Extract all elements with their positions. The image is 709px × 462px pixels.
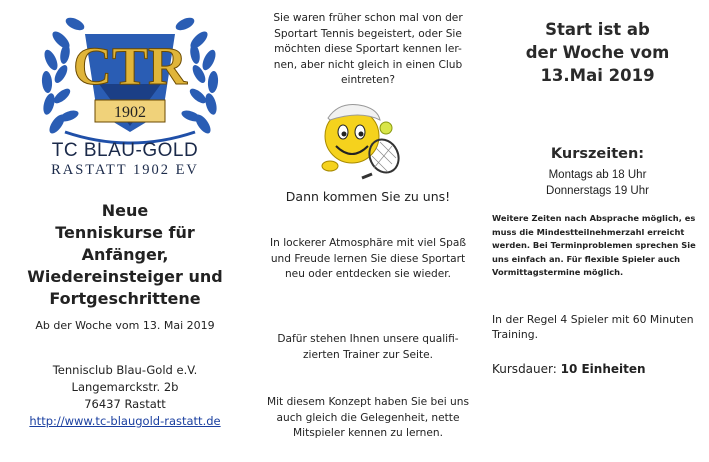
- intro-line: Sie waren früher schon mal von der: [273, 12, 463, 24]
- logo-monogram: CTR: [72, 36, 188, 96]
- concept-line: Mitspieler kennen zu lernen.: [292, 427, 443, 439]
- club-name: TC BLAU-GOLD: [51, 140, 199, 161]
- address-line: 76437 Rastatt: [84, 397, 166, 411]
- intro-line: möchten diese Sportart kennen ler-: [274, 43, 462, 55]
- concept-paragraph: [250, 395, 486, 442]
- note-line: Weitere Zeiten nach Absprache möglich, es: [492, 213, 696, 223]
- group-line: Training.: [492, 328, 539, 341]
- note-line: werden. Bei Terminproblemen sprechen Sie: [492, 240, 696, 250]
- intro-line: eintreten?: [341, 74, 395, 86]
- headline-line: Neue: [101, 201, 149, 220]
- tennis-smiley-icon: [300, 96, 410, 180]
- start-line: der Woche vom: [525, 43, 670, 62]
- headline-line: Tenniskurse für: [55, 223, 195, 242]
- headline-line: Anfänger,: [81, 245, 169, 264]
- atmosphere-line: neu oder entdecken sie wieder.: [284, 268, 452, 280]
- concept-line: auch gleich die Gelegenheit, nette: [276, 411, 460, 424]
- schedule-note: [492, 212, 704, 280]
- intro-line: Sportart Tennis begeistert, oder Sie: [274, 27, 462, 40]
- kurszeiten-times: [486, 167, 709, 199]
- trainers-line: zierten Trainer zur Seite.: [302, 348, 433, 361]
- concept-line: Mit diesem Konzept haben Sie bei uns: [266, 396, 470, 408]
- left-column: [0, 0, 250, 462]
- atmosphere-line: In lockerer Atmosphäre mit viel Spaß: [269, 237, 466, 249]
- atmosphere-paragraph: [250, 236, 486, 283]
- headline-line: Fortgeschrittene: [49, 289, 201, 308]
- start-line: Start ist ab: [545, 20, 650, 39]
- duration-label: Kursdauer:: [492, 362, 561, 376]
- intro-line: nen, aber nicht gleich in einen Club: [273, 58, 463, 71]
- headline-subtitle: Ab der Woche vom 13. Mai 2019: [35, 319, 215, 332]
- middle-column: [250, 0, 486, 462]
- trainers-paragraph: [250, 332, 486, 363]
- right-column: [486, 0, 709, 462]
- duration-value: 10 Einheiten: [560, 362, 646, 376]
- time-line: Donnerstags 19 Uhr: [546, 185, 649, 197]
- note-line: Vormittagstermine möglich.: [492, 267, 624, 277]
- start-date: [486, 18, 709, 87]
- club-subtitle: RASTATT 1902 EV: [51, 162, 199, 178]
- group-size-text: [492, 312, 704, 342]
- time-line: Montags ab 18 Uhr: [548, 169, 647, 181]
- group-line: In der Regel 4 Spieler mit 60 Minuten: [492, 313, 694, 326]
- headline-line: Wiedereinsteiger und: [27, 267, 223, 286]
- headline: [0, 200, 250, 310]
- club-logo: [35, 4, 225, 154]
- start-line: 13.Mai 2019: [540, 66, 655, 85]
- website-link[interactable]: http://www.tc-blaugold-rastatt.de: [29, 414, 221, 428]
- kurszeiten-title: Kurszeiten:: [550, 146, 645, 162]
- club-address: [0, 362, 250, 430]
- note-line: muss die Mindestteilnehmerzahl erreicht: [492, 226, 685, 237]
- logo-year: 1902: [114, 104, 146, 121]
- trainers-line: Dafür stehen Ihnen unsere qualifi-: [277, 333, 459, 345]
- address-line: Tennisclub Blau-Gold e.V.: [52, 363, 198, 377]
- course-duration: [492, 362, 704, 376]
- note-line: uns einfach an. Für flexible Spieler auch: [492, 253, 681, 264]
- call-to-action: Dann kommen Sie zu uns!: [285, 189, 451, 204]
- atmosphere-line: und Freude lernen Sie diese Sportart: [270, 252, 466, 265]
- intro-paragraph: [250, 11, 486, 89]
- address-line: Langemarckstr. 2b: [71, 380, 179, 394]
